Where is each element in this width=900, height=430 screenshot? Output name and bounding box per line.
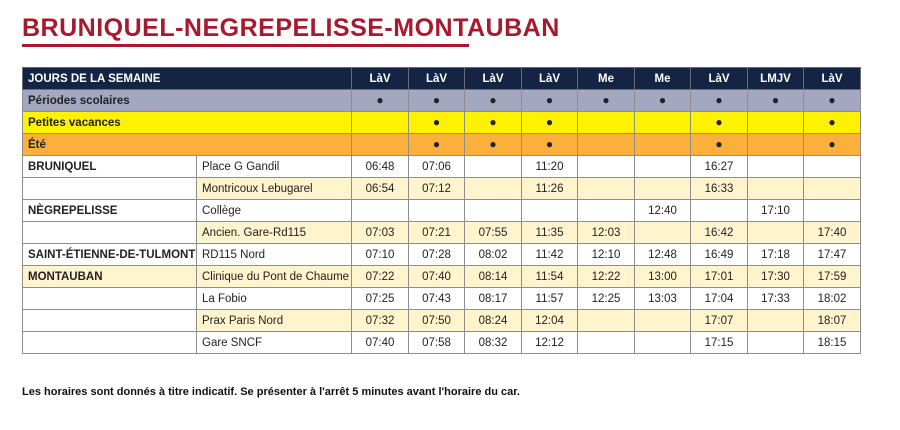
period-cell xyxy=(691,90,748,112)
time-cell: 08:24 xyxy=(465,310,522,332)
day-header: LMJV xyxy=(748,68,804,90)
time-cell xyxy=(804,156,861,178)
period-cell xyxy=(691,112,748,134)
time-cell: 06:54 xyxy=(352,178,409,200)
time-cell: 07:28 xyxy=(409,244,465,266)
stop-name: Clinique du Pont de Chaume xyxy=(197,266,352,288)
time-cell xyxy=(635,178,691,200)
time-cell: 07:22 xyxy=(352,266,409,288)
time-cell: 18:02 xyxy=(804,288,861,310)
time-cell: 11:42 xyxy=(522,244,578,266)
day-header: LàV xyxy=(352,68,409,90)
time-cell: 18:07 xyxy=(804,310,861,332)
period-cell xyxy=(748,90,804,112)
stop-row xyxy=(23,222,861,244)
ete-row xyxy=(23,134,861,156)
stop-name: Ancien. Gare-Rd115 xyxy=(197,222,352,244)
town-name xyxy=(23,332,197,354)
time-cell: 13:03 xyxy=(635,288,691,310)
time-cell: 17:07 xyxy=(691,310,748,332)
day-header: LàV xyxy=(409,68,465,90)
time-cell: 07:40 xyxy=(409,266,465,288)
time-cell xyxy=(465,156,522,178)
dot-icon: ● xyxy=(432,137,441,151)
time-cell xyxy=(804,178,861,200)
time-cell: 07:50 xyxy=(409,310,465,332)
time-cell: 13:00 xyxy=(635,266,691,288)
time-cell: 17:18 xyxy=(748,244,804,266)
dot-icon: ● xyxy=(602,93,610,107)
period-cell xyxy=(465,134,522,156)
time-cell: 08:17 xyxy=(465,288,522,310)
period-cell xyxy=(748,112,804,134)
time-cell: 17:40 xyxy=(804,222,861,244)
time-cell: 12:25 xyxy=(578,288,635,310)
day-header: Me xyxy=(635,68,691,90)
time-cell xyxy=(578,200,635,222)
stop-row xyxy=(23,288,861,310)
time-cell: 07:25 xyxy=(352,288,409,310)
dot-icon: ● xyxy=(545,115,554,129)
time-cell: 12:04 xyxy=(522,310,578,332)
page-title: BRUNIQUEL-NEGREPELISSE-MONTAUBAN xyxy=(22,14,560,42)
time-cell: 11:20 xyxy=(522,156,578,178)
time-cell xyxy=(578,178,635,200)
stop-name: Place G Gandil xyxy=(197,156,352,178)
time-cell xyxy=(748,156,804,178)
dot-icon: ● xyxy=(658,93,667,107)
period-cell xyxy=(522,90,578,112)
time-cell xyxy=(409,200,465,222)
time-cell xyxy=(635,332,691,354)
dot-icon: ● xyxy=(432,93,441,107)
time-cell: 17:47 xyxy=(804,244,861,266)
period-cell xyxy=(409,112,465,134)
dot-icon: ● xyxy=(715,137,723,151)
time-cell: 08:14 xyxy=(465,266,522,288)
day-header: LàV xyxy=(804,68,861,90)
dot-icon: ● xyxy=(489,137,497,151)
time-cell xyxy=(748,178,804,200)
time-cell xyxy=(748,310,804,332)
period-cell xyxy=(465,112,522,134)
dot-icon: ● xyxy=(432,115,441,129)
dot-icon: ● xyxy=(828,93,836,107)
period-cell xyxy=(635,90,691,112)
time-cell: 07:43 xyxy=(409,288,465,310)
dot-icon: ● xyxy=(715,115,723,129)
time-cell xyxy=(804,200,861,222)
time-cell xyxy=(691,200,748,222)
period-cell xyxy=(578,90,635,112)
day-header: LàV xyxy=(465,68,522,90)
time-cell: 08:32 xyxy=(465,332,522,354)
periodes-scolaires-row xyxy=(23,90,861,112)
petites-vacances-row xyxy=(23,112,861,134)
period-cell xyxy=(352,90,409,112)
time-cell: 16:42 xyxy=(691,222,748,244)
header-label: JOURS DE LA SEMAINE xyxy=(23,68,352,90)
period-cell xyxy=(748,134,804,156)
time-cell xyxy=(635,222,691,244)
time-cell: 07:55 xyxy=(465,222,522,244)
time-cell: 16:27 xyxy=(691,156,748,178)
town-name: NÈGREPELISSE xyxy=(23,200,197,222)
time-cell xyxy=(465,178,522,200)
time-cell xyxy=(578,156,635,178)
time-cell xyxy=(522,200,578,222)
period-cell xyxy=(635,112,691,134)
time-cell xyxy=(748,222,804,244)
title-underline xyxy=(22,44,469,47)
dot-icon: ● xyxy=(376,93,384,107)
stop-row xyxy=(23,178,861,200)
period-cell xyxy=(804,112,861,134)
time-cell: 17:10 xyxy=(748,200,804,222)
time-cell xyxy=(578,332,635,354)
time-cell: 12:10 xyxy=(578,244,635,266)
dot-icon: ● xyxy=(545,137,554,151)
time-cell: 16:33 xyxy=(691,178,748,200)
town-name: MONTAUBAN xyxy=(23,266,197,288)
time-cell: 07:32 xyxy=(352,310,409,332)
period-cell xyxy=(804,134,861,156)
period-label: Périodes scolaires xyxy=(23,90,352,112)
time-cell: 11:26 xyxy=(522,178,578,200)
header-row xyxy=(23,68,861,90)
period-cell xyxy=(409,134,465,156)
period-label: Été xyxy=(23,134,352,156)
stop-row xyxy=(23,244,861,266)
stop-name: Montricoux Lebugarel xyxy=(197,178,352,200)
period-label: Petites vacances xyxy=(23,112,352,134)
period-cell xyxy=(352,134,409,156)
time-cell: 07:06 xyxy=(409,156,465,178)
time-cell xyxy=(635,310,691,332)
time-cell: 11:54 xyxy=(522,266,578,288)
time-cell: 12:22 xyxy=(578,266,635,288)
time-cell: 07:21 xyxy=(409,222,465,244)
period-cell xyxy=(578,112,635,134)
time-cell: 08:02 xyxy=(465,244,522,266)
stop-row xyxy=(23,266,861,288)
time-cell xyxy=(465,200,522,222)
time-cell: 17:04 xyxy=(691,288,748,310)
period-cell xyxy=(691,134,748,156)
period-cell xyxy=(522,112,578,134)
time-cell xyxy=(635,156,691,178)
town-name xyxy=(23,178,197,200)
time-cell: 07:40 xyxy=(352,332,409,354)
stop-row xyxy=(23,332,861,354)
dot-icon: ● xyxy=(828,115,836,129)
time-cell: 18:15 xyxy=(804,332,861,354)
time-cell: 12:12 xyxy=(522,332,578,354)
town-name xyxy=(23,222,197,244)
period-cell xyxy=(352,112,409,134)
time-cell: 06:48 xyxy=(352,156,409,178)
stop-name: Gare SNCF xyxy=(197,332,352,354)
period-cell xyxy=(804,90,861,112)
time-cell: 17:59 xyxy=(804,266,861,288)
town-name xyxy=(23,288,197,310)
town-name: BRUNIQUEL xyxy=(23,156,197,178)
stop-row xyxy=(23,310,861,332)
stop-name: RD115 Nord xyxy=(197,244,352,266)
time-cell: 12:48 xyxy=(635,244,691,266)
timetable xyxy=(22,67,861,354)
time-cell: 12:40 xyxy=(635,200,691,222)
town-name: SAINT-ÉTIENNE-DE-TULMONT xyxy=(23,244,197,266)
time-cell: 17:15 xyxy=(691,332,748,354)
dot-icon: ● xyxy=(489,93,497,107)
time-cell: 07:10 xyxy=(352,244,409,266)
time-cell: 07:12 xyxy=(409,178,465,200)
time-cell: 17:33 xyxy=(748,288,804,310)
dot-icon: ● xyxy=(545,93,554,107)
stop-name: Prax Paris Nord xyxy=(197,310,352,332)
period-cell xyxy=(465,90,522,112)
dot-icon: ● xyxy=(771,93,780,107)
stop-name: Collège xyxy=(197,200,352,222)
dot-icon: ● xyxy=(489,115,497,129)
time-cell: 11:57 xyxy=(522,288,578,310)
time-cell: 16:49 xyxy=(691,244,748,266)
stop-name: La Fobio xyxy=(197,288,352,310)
period-cell xyxy=(578,134,635,156)
time-cell xyxy=(578,310,635,332)
time-cell xyxy=(352,200,409,222)
stop-row xyxy=(23,156,861,178)
time-cell: 07:03 xyxy=(352,222,409,244)
day-header: LàV xyxy=(522,68,578,90)
time-cell: 17:30 xyxy=(748,266,804,288)
dot-icon: ● xyxy=(715,93,723,107)
town-name xyxy=(23,310,197,332)
time-cell: 17:01 xyxy=(691,266,748,288)
stop-row xyxy=(23,200,861,222)
time-cell: 07:58 xyxy=(409,332,465,354)
period-cell xyxy=(522,134,578,156)
dot-icon: ● xyxy=(828,137,836,151)
day-header: Me xyxy=(578,68,635,90)
time-cell xyxy=(748,332,804,354)
time-cell: 12:03 xyxy=(578,222,635,244)
footnote: Les horaires sont donnés à titre indicatif. Se présenter à l'arrêt 5 minutes avant l'horaire du car. xyxy=(22,386,520,398)
day-header: LàV xyxy=(691,68,748,90)
period-cell xyxy=(635,134,691,156)
time-cell: 11:35 xyxy=(522,222,578,244)
period-cell xyxy=(409,90,465,112)
